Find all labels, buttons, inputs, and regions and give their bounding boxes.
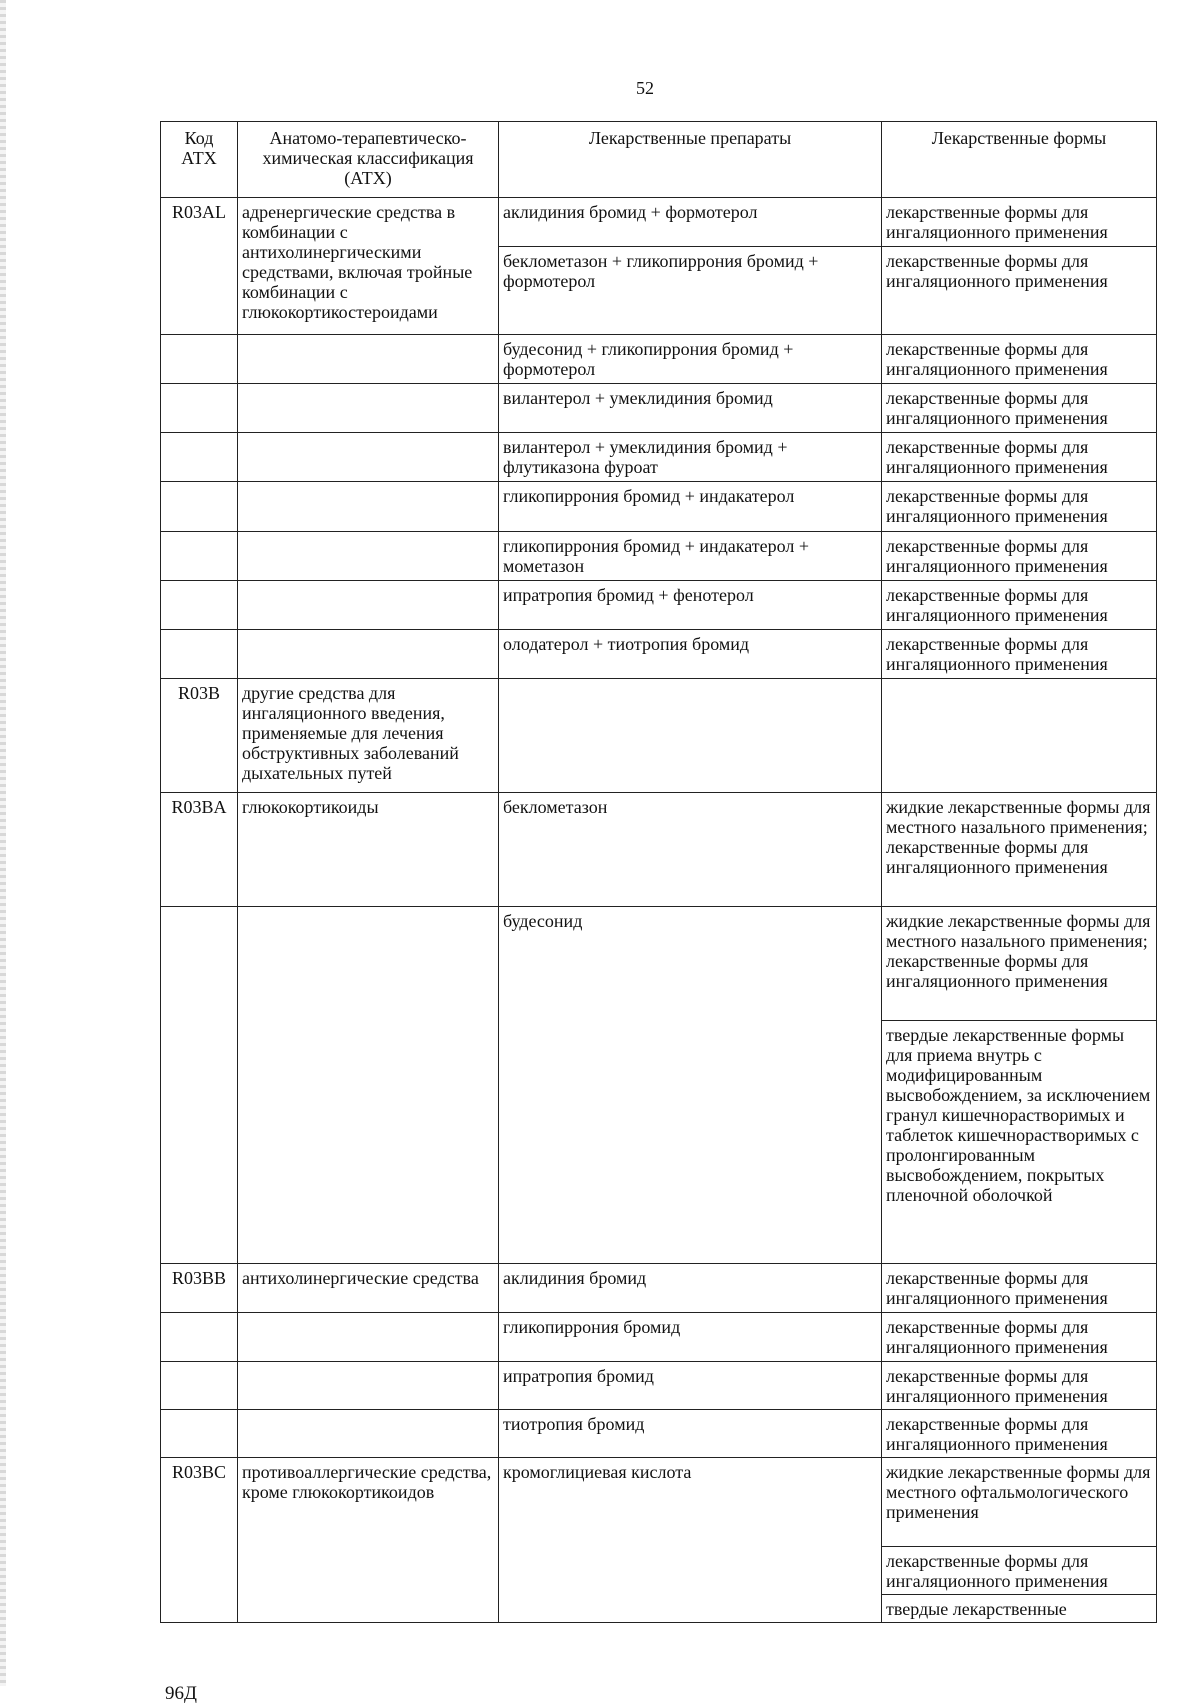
form-cell: лекарственные формы для ингаляционного применения	[882, 1410, 1157, 1458]
scan-edge	[0, 0, 6, 1686]
classification-cell	[238, 1410, 499, 1458]
drug-cell	[499, 679, 882, 793]
classification-cell: противоаллергические средства, кроме глюкокортикоидов	[238, 1458, 499, 1623]
table-row	[161, 198, 1157, 247]
form-cell: лекарственные формы для ингаляционного применения	[882, 384, 1157, 433]
atc-code-cell: R03BB	[161, 1264, 238, 1313]
atc-code-cell: R03B	[161, 679, 238, 793]
table-row	[161, 482, 1157, 532]
atc-code-cell	[161, 532, 238, 581]
form-cell: твердые лекарственные	[882, 1595, 1157, 1623]
atc-code-cell	[161, 907, 238, 1264]
drug-cell: беклометазон + гликопиррония бромид + формотерол	[499, 247, 882, 335]
classification-cell: другие средства для ингаляционного введения, применяемые для лечения обструктивных заболеваний дыхательных путей	[238, 679, 499, 793]
drug-cell: тиотропия бромид	[499, 1410, 882, 1458]
form-cell: лекарственные формы для ингаляционного применения	[882, 1264, 1157, 1313]
classification-cell	[238, 433, 499, 482]
table-row	[161, 793, 1157, 907]
drug-cell: олодатерол + тиотропия бромид	[499, 630, 882, 679]
table-row	[161, 433, 1157, 482]
drug-cell: ипратропия бромид + фенотерол	[499, 581, 882, 630]
form-cell	[882, 679, 1157, 793]
table-row	[161, 384, 1157, 433]
table-row	[161, 1362, 1157, 1410]
form-cell: лекарственные формы для ингаляционного применения	[882, 247, 1157, 335]
drug-cell: вилантерол + умеклидиния бромид + флутиказона фуроат	[499, 433, 882, 482]
table-row	[161, 1264, 1157, 1313]
table-row	[161, 335, 1157, 384]
form-cell: лекарственные формы для ингаляционного применения	[882, 1313, 1157, 1362]
drug-cell: вилантерол + умеклидиния бромид	[499, 384, 882, 433]
table-row	[161, 532, 1157, 581]
atc-code-cell: R03AL	[161, 198, 238, 335]
drug-cell: аклидиния бромид + формотерол	[499, 198, 882, 247]
form-cell: лекарственные формы для ингаляционного применения	[882, 630, 1157, 679]
table-row	[161, 1313, 1157, 1362]
table-row	[161, 1458, 1157, 1547]
drug-cell: гликопиррония бромид	[499, 1313, 882, 1362]
classification-cell: адренергические средства в комбинации с антихолинергическими средствами, включая тройные комбинации с глюкокортикостероидами	[238, 198, 499, 335]
atc-code-cell: R03BC	[161, 1458, 238, 1623]
classification-cell	[238, 630, 499, 679]
table-row	[161, 581, 1157, 630]
classification-cell: антихолинергические средства	[238, 1264, 499, 1313]
classification-cell	[238, 532, 499, 581]
table-row	[161, 1410, 1157, 1458]
header-code: Код АТХ	[161, 122, 238, 198]
form-cell: лекарственные формы для ингаляционного применения	[882, 581, 1157, 630]
form-cell: лекарственные формы для ингаляционного применения	[882, 482, 1157, 532]
atc-code-cell	[161, 581, 238, 630]
atc-table	[160, 121, 1157, 1623]
table-header-row	[161, 122, 1157, 198]
drug-cell: гликопиррония бромид + индакатерол + мометазон	[499, 532, 882, 581]
form-cell: лекарственные формы для ингаляционного применения	[882, 532, 1157, 581]
header-classification: Анатомо-терапевтическо-химическая классификация (АТХ)	[238, 122, 499, 198]
classification-cell	[238, 907, 499, 1264]
atc-code-cell	[161, 630, 238, 679]
form-cell: лекарственные формы для ингаляционного применения	[882, 1547, 1157, 1595]
classification-cell	[238, 581, 499, 630]
drug-cell: будесонид + гликопиррония бромид + формотерол	[499, 335, 882, 384]
table-row	[161, 907, 1157, 1021]
atc-code-cell	[161, 482, 238, 532]
form-cell: жидкие лекарственные формы для местного назального применения; лекарственные формы для ингаляционного применения	[882, 793, 1157, 907]
form-cell: лекарственные формы для ингаляционного применения	[882, 198, 1157, 247]
header-forms: Лекарственные формы	[882, 122, 1157, 198]
classification-cell	[238, 384, 499, 433]
atc-code-cell	[161, 384, 238, 433]
form-cell: лекарственные формы для ингаляционного применения	[882, 1362, 1157, 1410]
header-drugs: Лекарственные препараты	[499, 122, 882, 198]
drug-cell: кромоглициевая кислота	[499, 1458, 882, 1623]
atc-code-cell	[161, 1362, 238, 1410]
table-row	[161, 630, 1157, 679]
atc-code-cell	[161, 1410, 238, 1458]
form-cell: твердые лекарственные формы для приема внутрь с модифицированным высвобождением, за исключением гранул кишечнорастворимых и таблеток кишечнорастворимых с пролонгированным высвобождением, покрытых пленочной оболочкой	[882, 1021, 1157, 1264]
classification-cell	[238, 1362, 499, 1410]
classification-cell	[238, 335, 499, 384]
classification-cell	[238, 482, 499, 532]
drug-cell: будесонид	[499, 907, 882, 1264]
classification-cell: глюкокортикоиды	[238, 793, 499, 907]
form-cell: лекарственные формы для ингаляционного применения	[882, 433, 1157, 482]
drug-cell: ипратропия бромид	[499, 1362, 882, 1410]
atc-code-cell	[161, 335, 238, 384]
atc-code-cell	[161, 1313, 238, 1362]
atc-code-cell	[161, 433, 238, 482]
drug-cell: аклидиния бромид	[499, 1264, 882, 1313]
document-code: 96Д	[165, 1683, 197, 1704]
classification-cell	[238, 1313, 499, 1362]
form-cell: жидкие лекарственные формы для местного офтальмологического применения	[882, 1458, 1157, 1547]
atc-code-cell: R03BA	[161, 793, 238, 907]
form-cell: лекарственные формы для ингаляционного применения	[882, 335, 1157, 384]
page-number: 52	[636, 78, 654, 98]
table-row	[161, 679, 1157, 793]
form-cell: жидкие лекарственные формы для местного назального применения; лекарственные формы для ингаляционного применения	[882, 907, 1157, 1021]
drug-cell: гликопиррония бромид + индакатерол	[499, 482, 882, 532]
drug-cell: беклометазон	[499, 793, 882, 907]
